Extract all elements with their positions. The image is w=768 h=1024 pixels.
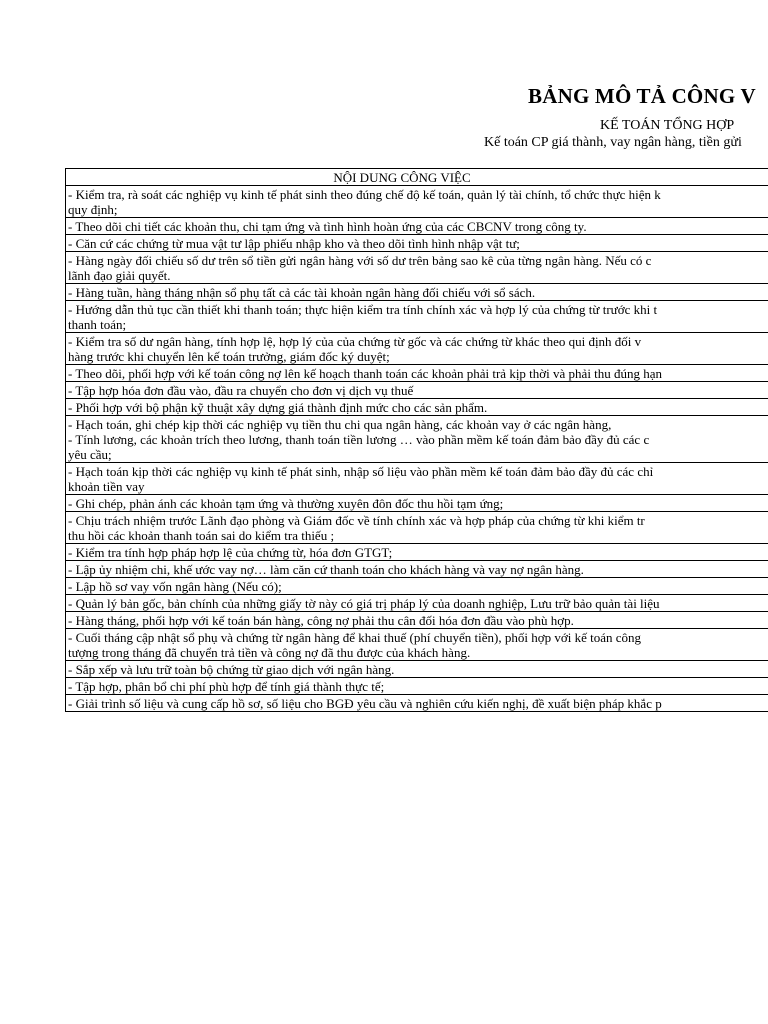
table-row bbox=[66, 595, 768, 612]
table-row bbox=[66, 333, 768, 365]
task-cell: - Giải trình số liệu và cung cấp hồ sơ, số liệu cho BGĐ yêu cầu và nghiên cứu kiến nghị, đề xuất biện pháp khắc p bbox=[66, 695, 768, 712]
table-row bbox=[66, 561, 768, 578]
task-cell: - Hàng tuần, hàng tháng nhận sổ phụ tất cả các tài khoản ngân hàng đối chiếu với sổ sách. bbox=[66, 284, 768, 301]
task-cell: - Theo dõi, phối hợp với kế toán công nợ lên kế hoạch thanh toán các khoản phải trả kịp thời và phải thu đúng hạn bbox=[66, 365, 768, 382]
task-cell: - Hàng tháng, phối hợp với kế toán bán hàng, công nợ phải thu cân đối hóa đơn đầu vào phù hợp. bbox=[66, 612, 768, 629]
table-row bbox=[66, 612, 768, 629]
task-cell: - Kiểm tra tính hợp pháp hợp lệ của chứng từ, hóa đơn GTGT; bbox=[66, 544, 768, 561]
task-cell: - Ghi chép, phản ánh các khoản tạm ứng và thường xuyên đôn đốc thu hồi tạm ứng; bbox=[66, 495, 768, 512]
task-cell: - Phối hợp với bộ phận kỹ thuật xây dựng giá thành định mức cho các sản phẩm. bbox=[66, 399, 768, 416]
table-row bbox=[66, 399, 768, 416]
table-row bbox=[66, 186, 768, 218]
table-row bbox=[66, 695, 768, 712]
table-row bbox=[66, 284, 768, 301]
table-row bbox=[66, 629, 768, 661]
task-cell: - Lập hồ sơ vay vốn ngân hàng (Nếu có); bbox=[66, 578, 768, 595]
table-row bbox=[66, 252, 768, 284]
table-row bbox=[66, 544, 768, 561]
table-row bbox=[66, 365, 768, 382]
table-row bbox=[66, 495, 768, 512]
table-body bbox=[66, 186, 768, 712]
task-cell: - Hạch toán, ghi chép kịp thời các nghiệp vụ tiền thu chi qua ngân hàng, các khoản vay ở các ngân hàng, - Tính lương, các khoản trích theo lương, thanh toán tiền lương … vào phần mềm kế toán đảm bảo đầy đủ các c yêu cầu; bbox=[66, 416, 768, 463]
table-row bbox=[66, 661, 768, 678]
document-subtitle-2: Kế toán CP giá thành, vay ngân hàng, tiền gửi bbox=[484, 135, 742, 150]
column-header-label: NỘI DUNG CÔNG VIỆC bbox=[333, 170, 471, 185]
table-row bbox=[66, 512, 768, 544]
task-cell: - Cuối tháng cập nhật sổ phụ và chứng từ ngân hàng để khai thuế (phí chuyển tiền), phối hợp với kế toán công tượng trong tháng đã chuyển trả tiền và công nợ đã thu được của khách hàng. bbox=[66, 629, 768, 661]
task-cell: - Lập ủy nhiệm chi, khế ước vay nợ… làm căn cứ thanh toán cho khách hàng và vay nợ ngân hàng. bbox=[66, 561, 768, 578]
task-cell: - Hạch toán kịp thời các nghiệp vụ kinh tế phát sinh, nhập số liệu vào phần mềm kế toán đảm bảo đầy đủ các chỉ khoản tiền vay bbox=[66, 463, 768, 495]
document-subtitle: KẾ TOÁN TỔNG HỢP bbox=[600, 118, 735, 133]
task-cell: - Kiểm tra, rà soát các nghiệp vụ kinh tế phát sinh theo đúng chế độ kế toán, quản lý tài chính, tổ chức thực hiện k quy định; bbox=[66, 186, 768, 218]
task-cell: - Kiểm tra số dư ngân hàng, tính hợp lệ, hợp lý của của chứng từ gốc và các chứng từ khác theo qui định đối v hàng trước khi chuyển lên kế toán trưởng, giám đốc ký duyệt; bbox=[66, 333, 768, 365]
document-title: BẢNG MÔ TẢ CÔNG V bbox=[528, 84, 756, 108]
table-header-row bbox=[66, 169, 768, 186]
table-row bbox=[66, 218, 768, 235]
table-row bbox=[66, 578, 768, 595]
task-cell: - Hàng ngày đối chiếu số dư trên sổ tiền gửi ngân hàng với số dư trên bảng sao kê của từng ngân hàng. Nếu có c lãnh đạo giải quyết. bbox=[66, 252, 768, 284]
task-cell: - Tập hợp hóa đơn đầu vào, đầu ra chuyển cho đơn vị dịch vụ thuế bbox=[66, 382, 768, 399]
table-row bbox=[66, 382, 768, 399]
table-row bbox=[66, 235, 768, 252]
task-cell: - Theo dõi chi tiết các khoản thu, chi tạm ứng và tình hình hoàn ứng của các CBCNV trong công ty. bbox=[66, 218, 768, 235]
task-cell: - Quản lý bản gốc, bản chính của những giấy tờ này có giá trị pháp lý của doanh nghiệp, Lưu trữ bảo quản tài liệu bbox=[66, 595, 768, 612]
column-header bbox=[66, 169, 768, 186]
table-row bbox=[66, 463, 768, 495]
task-cell: - Hướng dẫn thủ tục cần thiết khi thanh toán; thực hiện kiểm tra tính chính xác và hợp lý của chứng từ trước khi t thanh toán; bbox=[66, 301, 768, 333]
task-cell: - Chịu trách nhiệm trước Lãnh đạo phòng và Giám đốc về tính chính xác và hợp pháp của chứng từ khi kiểm tr thu hồi các khoản thanh toán sai do kiểm tra thiếu ; bbox=[66, 512, 768, 544]
task-cell: - Sắp xếp và lưu trữ toàn bộ chứng từ giao dịch với ngân hàng. bbox=[66, 661, 768, 678]
table-row bbox=[66, 416, 768, 463]
table-row bbox=[66, 678, 768, 695]
task-cell: - Căn cứ các chứng từ mua vật tư lập phiếu nhập kho và theo dõi tình hình nhập vật tư; bbox=[66, 235, 768, 252]
table-row bbox=[66, 301, 768, 333]
job-description-table bbox=[65, 168, 768, 712]
task-cell: - Tập hợp, phân bổ chi phí phù hợp để tính giá thành thực tế; bbox=[66, 678, 768, 695]
